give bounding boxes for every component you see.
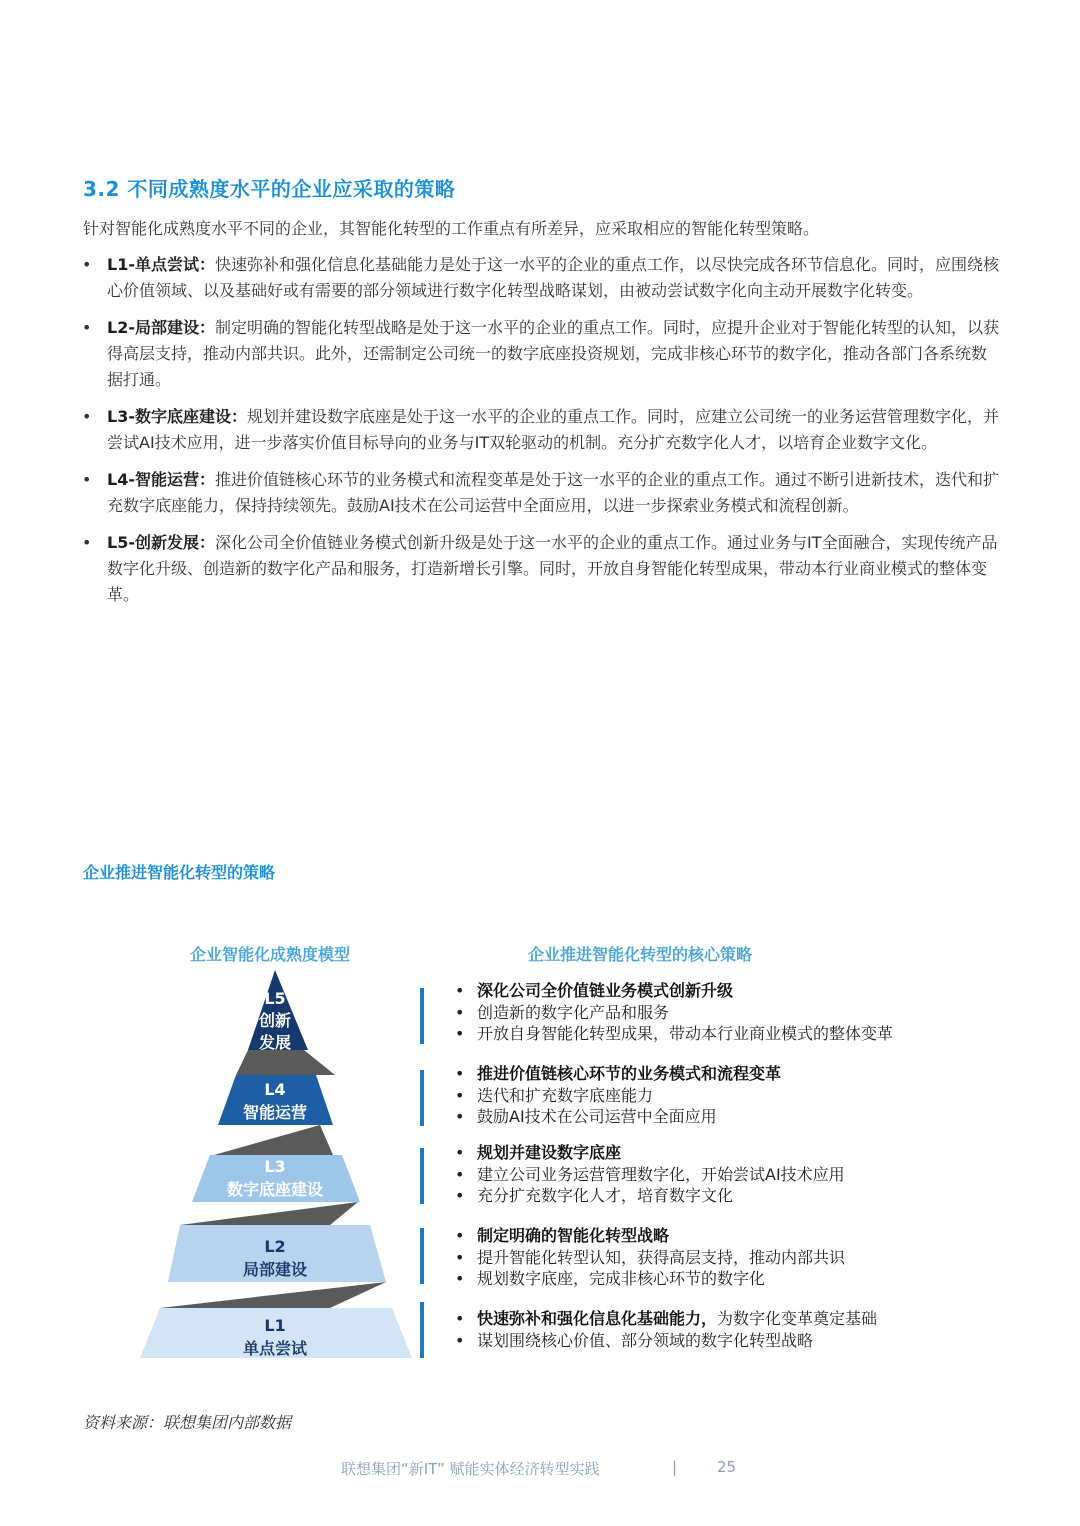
level-label: L1-单点尝试： bbox=[107, 255, 215, 274]
strategy-header: 企业推进智能化转型的核心策略 bbox=[528, 945, 753, 964]
strategy-item: • 提升智能化转型认知，获得高层支持，推动内部共识 bbox=[455, 1247, 846, 1267]
intro-paragraph: 针对智能化成熟度水平不同的企业，其智能化转型的工作重点有所差异，应采取相应的智能化转型策略。 bbox=[83, 219, 820, 238]
strategy-item: • 谋划围绕核心价值、部分领域的数字化转型战略 bbox=[455, 1330, 814, 1350]
level-text: 深化公司全价值链业务模式创新升级是处于这一水平的企业的重点工作。通过业务与IT全面融合，实现传统产品数字化升级、创造新的数字化产品和服务，打造新增长引擎。同时，开放自身智能化转型成果，带动本行业商业模式的整体变革。 bbox=[107, 533, 998, 604]
level-label: L4-智能运营： bbox=[107, 470, 215, 489]
level-label: L3-数字底座建设： bbox=[107, 407, 247, 426]
connector-l3-l2 bbox=[180, 1202, 358, 1225]
figure-title: 企业推进智能化转型的策略 bbox=[83, 863, 276, 882]
source-note: 资料来源：联想集团内部数据 bbox=[83, 1413, 292, 1432]
strategy-group-l4 bbox=[453, 1063, 781, 1128]
connector-l2-l1 bbox=[160, 1282, 386, 1308]
level-text: 推进价值链核心环节的业务模式和流程变革是处于这一水平的企业的重点工作。通过不断引进新技术，迭代和扩充数字底座能力，保持持续领先。鼓励AI技术在公司运营中全面应用，以进一步探索业务模式和流程创新。 bbox=[107, 470, 999, 515]
strategy-item: • 开放自身智能化转型成果，带动本行业商业模式的整体变革 bbox=[455, 1024, 894, 1043]
section-title: 3.2 不同成熟度水平的企业应采取的策略 bbox=[83, 177, 456, 201]
pyramid-header: 企业智能化成熟度模型 bbox=[190, 945, 351, 964]
strategy-item: • 建立公司业务运营管理数字化，开始尝试AI技术应用 bbox=[455, 1164, 845, 1184]
strategy-head: • 深化公司全价值链业务模式创新升级 bbox=[455, 981, 734, 1000]
tier-code: L5 bbox=[264, 989, 286, 1008]
level-label: L5-创新发展： bbox=[107, 533, 215, 552]
strategy-bar-l2 bbox=[420, 1228, 424, 1284]
bullet-dot: • bbox=[82, 533, 92, 552]
strategy-item: • 鼓励AI技术在公司运营中全面应用 bbox=[455, 1107, 717, 1126]
tier-name: 发展 bbox=[258, 1033, 292, 1052]
tier-name: 创新 bbox=[258, 1011, 292, 1030]
strategy-item: • 迭代和扩充数字底座能力 bbox=[455, 1085, 654, 1105]
bullet-dot: • bbox=[82, 470, 92, 489]
maturity-pyramid bbox=[130, 970, 420, 1362]
list-item bbox=[80, 530, 1000, 608]
level-text: 规划并建设数字底座是处于这一水平的企业的重点工作。同时，应建立公司统一的业务运营管理数字化，并尝试AI技术应用，进一步落实价值目标导向的业务与IT双轮驱动的机制。充分扩充数字化人才，以培育企业数字文化。 bbox=[107, 407, 999, 452]
list-item bbox=[80, 252, 1000, 304]
page-number: 25 bbox=[717, 1458, 737, 1476]
strategy-bar-l4 bbox=[420, 1070, 424, 1126]
tier-name: 智能运营 bbox=[242, 1103, 308, 1122]
strategy-item: • 充分扩充数字化人才，培育数字文化 bbox=[455, 1186, 734, 1205]
strategy-bar-l3 bbox=[420, 1148, 424, 1204]
bullet-dot: • bbox=[82, 318, 92, 337]
level-text: 快速弥补和强化信息化基础能力是处于这一水平的企业的重点工作，以尽快完成各环节信息化。同时，应围绕核心价值领域、以及基础好或有需要的部分领域进行数字化转型战略谋划，由被动尝试数字化向主动开展数字化转变。 bbox=[107, 255, 999, 300]
strategy-item: • 创造新的数字化产品和服务 bbox=[455, 1002, 670, 1022]
strategy-head: • 规划并建设数字底座 bbox=[455, 1143, 622, 1162]
tier-code: L4 bbox=[264, 1080, 286, 1099]
strategy-head: • 制定明确的智能化转型战略 bbox=[455, 1226, 670, 1245]
strategy-item: • 规划数字底座，完成非核心环节的数字化 bbox=[455, 1269, 766, 1288]
tier-code: L1 bbox=[264, 1316, 286, 1335]
tier-name: 数字底座建设 bbox=[226, 1180, 324, 1199]
bullet-dot: • bbox=[82, 255, 92, 274]
list-item bbox=[80, 467, 1000, 519]
tier-name: 局部建设 bbox=[242, 1260, 308, 1279]
strategy-head: • 快速弥补和强化信息化基础能力，为数字化变革奠定基础 bbox=[455, 1309, 878, 1328]
strategy-group-l1 bbox=[453, 1308, 877, 1351]
level-strategy-list bbox=[80, 252, 1000, 619]
list-item bbox=[80, 404, 1000, 456]
strategy-group-l2 bbox=[453, 1225, 845, 1290]
level-label: L2-局部建设： bbox=[107, 318, 215, 337]
connector-l5-l4 bbox=[236, 1050, 335, 1075]
strategy-group-l3 bbox=[453, 1142, 845, 1207]
strategy-bar-l5 bbox=[420, 988, 424, 1044]
tier-code: L2 bbox=[264, 1237, 286, 1256]
bullet-dot: • bbox=[82, 407, 92, 426]
footer-title: 联想集团“新IT” 赋能实体经济转型实践 bbox=[341, 1460, 600, 1478]
footer-separator: | bbox=[672, 1458, 678, 1476]
tier-code: L3 bbox=[264, 1157, 286, 1176]
strategy-head: • 推进价值链核心环节的业务模式和流程变革 bbox=[455, 1064, 782, 1083]
connector-l4-l3 bbox=[214, 1125, 333, 1155]
strategy-bar-l1 bbox=[420, 1302, 424, 1358]
tier-name: 单点尝试 bbox=[242, 1339, 308, 1358]
level-text: 制定明确的智能化转型战略是处于这一水平的企业的重点工作。同时，应提升企业对于智能化转型的认知，以获得高层支持，推动内部共识。此外，还需制定公司统一的数字底座投资规划，完成非核心环节的数字化，推动各部门各系统数据打通。 bbox=[107, 318, 999, 389]
strategy-group-l5 bbox=[453, 980, 893, 1045]
list-item bbox=[80, 315, 1000, 393]
